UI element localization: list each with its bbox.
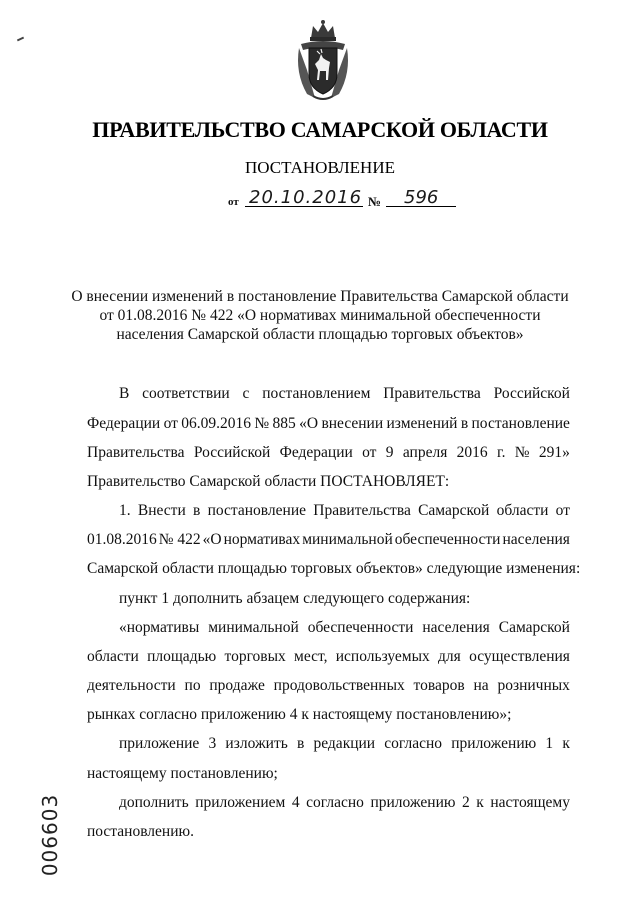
body-word: по: [184, 677, 201, 694]
scan-mark: [17, 37, 24, 42]
body-word: для: [438, 648, 461, 665]
body-line: [119, 794, 570, 812]
document-number: 596: [386, 189, 456, 207]
body-word: Правительства: [87, 444, 185, 461]
body-word: апреля: [402, 444, 448, 461]
body-word: используемых: [335, 648, 430, 665]
body-word: Правительства: [313, 502, 411, 519]
body-line: [87, 677, 570, 695]
body-word: дополнить: [119, 794, 189, 811]
subject-line: от 01.08.2016 № 422 «О нормативах минимальной обеспеченности: [99, 307, 541, 324]
body-word: населения: [502, 531, 570, 548]
body-word: от: [163, 415, 178, 432]
body-word: 9: [385, 444, 394, 461]
body-word: «нормативы: [119, 619, 200, 636]
body-word: продаже: [209, 677, 265, 694]
body-line: [87, 648, 570, 666]
body-word: внесении: [321, 415, 384, 432]
body-word: г.: [496, 444, 506, 461]
body-word: деятельности: [87, 677, 176, 694]
body-word: населения: [422, 619, 490, 636]
body-word: 1: [545, 735, 554, 752]
body-word: настоящему: [490, 794, 570, 811]
body-word: осуществления: [469, 648, 570, 665]
body-word: в: [296, 735, 305, 752]
body-line: [119, 735, 570, 753]
body-word: торговых: [224, 648, 286, 665]
body-word: в: [460, 415, 469, 432]
body-word: на: [473, 677, 489, 694]
body-word: от: [555, 502, 570, 519]
body-word: минимальной: [302, 531, 393, 548]
body-word: Правительства: [383, 385, 481, 402]
body-word: согласно: [306, 794, 364, 811]
body-line: Самарской области площадью торговых объектов» следующие изменения:: [87, 560, 581, 577]
body-line: пункт 1 дополнить абзацем следующего содержания:: [119, 590, 471, 607]
subject-line: О внесении изменений в постановление Правительства Самарской области: [71, 288, 569, 305]
body-word: 291»: [538, 444, 570, 461]
body-line: постановлению.: [87, 823, 194, 840]
body-word: к: [476, 794, 484, 811]
body-word: к: [562, 735, 570, 752]
body-word: площадью: [147, 648, 217, 665]
body-line: рынках согласно приложению 4 к настоящему постановлению»;: [87, 706, 512, 723]
body-word: 4: [291, 794, 300, 811]
samara-coat-of-arms-icon: [293, 18, 353, 102]
body-word: Внести: [137, 502, 186, 519]
body-line: Правительство Самарской области ПОСТАНОВЛЯЕТ:: [87, 473, 450, 490]
document-date: 20.10.2016: [245, 189, 363, 207]
body-word: нормативах: [223, 531, 301, 548]
body-word: обеспеченности: [307, 619, 414, 636]
body-word: приложением: [195, 794, 286, 811]
body-word: с: [242, 385, 250, 402]
document-type: ПОСТАНОВЛЕНИЕ: [244, 158, 395, 177]
subject-line: населения Самарской области площадью торговых объектов»: [116, 326, 524, 343]
body-word: 2016: [456, 444, 488, 461]
body-line: настоящему постановлению;: [87, 765, 278, 782]
body-word: изменений: [386, 415, 458, 432]
body-word: приложению: [451, 735, 537, 752]
body-word: 01.08.2016: [87, 531, 157, 548]
body-line: [87, 415, 570, 433]
body-word: 885: [272, 415, 296, 432]
body-word: обеспеченности: [394, 531, 501, 548]
body-word: №: [254, 415, 270, 432]
body-word: редакции: [313, 735, 376, 752]
body-word: №: [514, 444, 530, 461]
body-word: области: [496, 502, 549, 519]
body-word: Российской: [493, 385, 570, 402]
body-line: [119, 385, 570, 403]
body-word: Федерации: [279, 444, 353, 461]
body-word: «О: [299, 415, 319, 432]
margin-stamp: [36, 790, 64, 880]
number-prefix: №: [368, 194, 382, 209]
body-word: от: [362, 444, 377, 461]
body-word: постановление: [207, 502, 307, 519]
date-number-line: [228, 189, 448, 213]
body-word: товаров: [413, 677, 465, 694]
body-word: Федерации: [87, 415, 161, 432]
date-prefix: от: [228, 196, 239, 208]
body-word: продовольственных: [273, 677, 405, 694]
body-word: 1.: [119, 502, 131, 519]
body-word: 2: [462, 794, 470, 811]
body-line: [87, 444, 570, 462]
body-word: мест,: [294, 648, 328, 665]
body-word: розничных: [497, 677, 570, 694]
body-word: приложению: [370, 794, 456, 811]
body-word: № 422: [158, 531, 201, 548]
organization-title: ПРАВИТЕЛЬСТВО САМАРСКОЙ ОБЛАСТИ: [92, 117, 548, 142]
body-line: [87, 531, 570, 549]
body-line: [119, 502, 570, 520]
document-subject: [60, 287, 580, 344]
body-word: 3: [208, 735, 217, 752]
body-word: области: [87, 648, 139, 665]
body-word: соответствии: [142, 385, 230, 402]
body-word: «О: [202, 531, 222, 548]
body-word: приложение: [119, 735, 200, 752]
body-word: постановлением: [262, 385, 371, 402]
body-word: Самарской: [418, 502, 490, 519]
body-word: изложить: [225, 735, 288, 752]
body-word: постановление: [471, 415, 570, 432]
body-word: согласно: [384, 735, 443, 752]
body-word: в: [193, 502, 201, 519]
body-line: [119, 619, 570, 637]
body-word: 06.09.2016: [181, 415, 251, 432]
body-word: Самарской: [498, 619, 570, 636]
body-word: В: [119, 385, 130, 402]
body-word: Российской: [193, 444, 271, 461]
margin-stamp-number: 006603: [38, 793, 62, 877]
body-word: минимальной: [208, 619, 299, 636]
